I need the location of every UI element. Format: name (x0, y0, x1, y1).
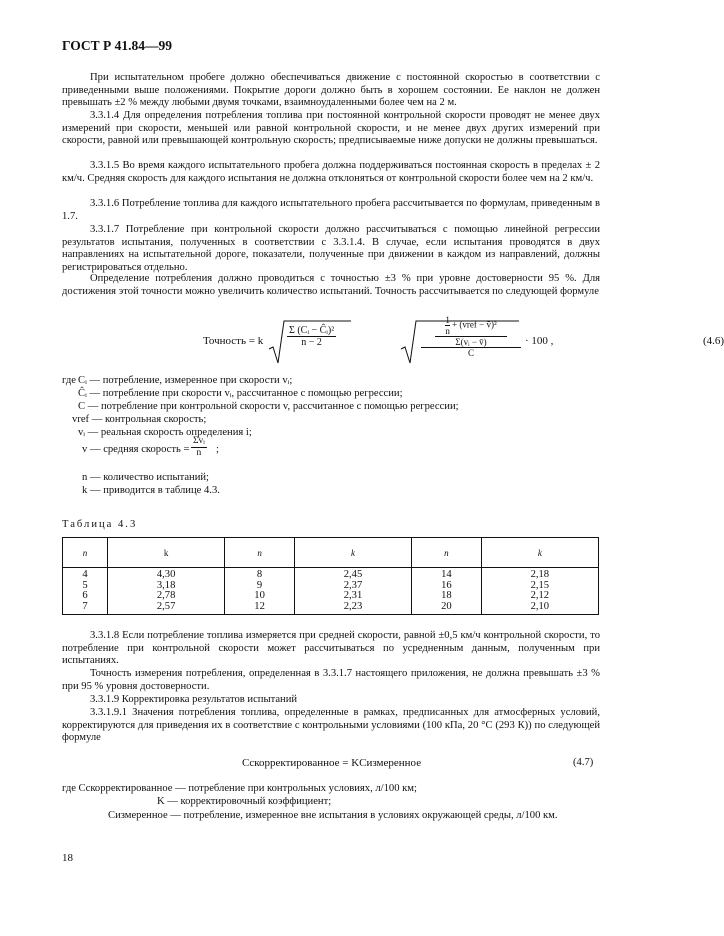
paragraph-road-conditions: При испытательном пробеге должно обеспечиваться движение с постоянной скоростью в соответствии с приведенными выше положениями. Покрытие дороги должно быть в хорошем состоянии. Ее наклон не должен превышать ±2 % между любыми двумя точками, взаимноудаленными более чем на 2 м. (62, 72, 600, 109)
formula-4-7: Cскорректированное = KCизмеренное (242, 757, 422, 769)
table-row (63, 591, 599, 602)
table-cell: 2,57 (108, 602, 225, 615)
col-header: k (108, 538, 225, 568)
table-cell: 7 (63, 602, 108, 615)
col-header: k (481, 538, 598, 568)
table-cell: 5 (63, 581, 108, 592)
formula-lhs: Точность = k (203, 335, 264, 347)
paragraph-3-3-1-9: 3.3.1.9 Корректировка результатов испытаний (90, 694, 298, 705)
table-row (63, 568, 599, 581)
table-cell: 9 (225, 581, 295, 592)
where-line: n — количество испытаний; (82, 472, 209, 483)
table-cell: 4 (63, 568, 108, 581)
paragraph-3-3-1-9-1: 3.3.1.9.1 Значения потребления топлива, определенные в рамках, предписанных для атмосферных условий, корректируются для приведения их в соответствие с контрольными условиями (100 кПа, 20 °С (293 К)) по следующей формуле (62, 707, 600, 744)
col-header: k (294, 538, 411, 568)
fraction-mean-speed: Σvᵢ n (193, 436, 205, 458)
table-cell: 18 (412, 591, 482, 602)
table-cell: 20 (412, 602, 482, 615)
table-header-row (63, 538, 599, 568)
table-row (63, 602, 599, 615)
table-cell: 2,15 (481, 581, 598, 592)
col-header: n (225, 538, 295, 568)
table-cell: 2,31 (294, 591, 411, 602)
fraction-nested: $\frac{1}{n}$ + (vref − v̄)² Σ(vᵢ − v̄) C (421, 315, 521, 358)
where-line: C — потребление при контрольной скорости v, рассчитанное с помощью регрессии; (78, 401, 459, 412)
formula-number-4-7: (4.7) (573, 757, 594, 768)
table-cell: 2,23 (294, 602, 411, 615)
formula-number-4-6: (4.6) (703, 335, 724, 347)
where-line: Cᵢ — потребление, измеренное при скорости vᵢ; (78, 375, 293, 386)
paragraph-3-3-1-7: 3.3.1.7 Потребление при контрольной скорости должно рассчитываться с помощью линейной регрессии результатов испытания, полученных в соответствии с 3.3.1.4. В случае, если испытания проводятся в двух направлениях на испытательной дороге, показатели, полученные при движении в каждом из направлений, должны регистрироваться отдельно. (62, 224, 600, 273)
table-caption: Таблица 4.3 (62, 519, 138, 530)
table-row (63, 581, 599, 592)
fraction-sum-residuals: $\frac{\text{Σ (Cᵢ − Ĉᵢ)²}}{n - 2}$ (289, 325, 335, 348)
where47-line: K — корректировочный коэффициент; (157, 796, 332, 807)
fraction-mean-speed-tail: ; (216, 444, 219, 455)
where-intro: где (62, 375, 76, 386)
table-cell: 2,10 (481, 602, 598, 615)
table-cell: 16 (412, 581, 482, 592)
page-number: 18 (62, 852, 73, 864)
where-line: vᵢ — реальная скорость определения i; (78, 427, 252, 438)
table-cell: 2,45 (294, 568, 411, 581)
table-4-3 (62, 537, 599, 615)
paragraph-3-3-1-8: 3.3.1.8 Если потребление топлива измеряется при средней скорости, равной ±0,5 км/ч контрольной скорости, то потребление при контрольной скорости может рассчитываться по усредненным данным, полученным при испытаниях. (62, 630, 600, 667)
where47-line: где Cскорректированное — потребление при контрольных условиях, л/100 км; (62, 783, 417, 794)
table-cell: 14 (412, 568, 482, 581)
where-line: k — приводится в таблице 4.3. (82, 485, 220, 496)
paragraph-3-3-1-6: 3.3.1.6 Потребление топлива для каждого испытательного пробега рассчитывается по формулам, приведенным в 1.7. (62, 198, 600, 222)
table-cell: 3,18 (108, 581, 225, 592)
where47-line: Cизмеренное — потребление, измеренное вне испытания в условиях окружающей среды, л/100 км. (108, 810, 558, 821)
table-cell: 2,12 (481, 591, 598, 602)
where-line-mean-speed: v — средняя скорость = (82, 444, 190, 455)
table-cell: 4,30 (108, 568, 225, 581)
document-header: ГОСТ Р 41.84—99 (62, 38, 173, 53)
table-cell: 6 (63, 591, 108, 602)
col-header: n (63, 538, 108, 568)
table-cell: 2,78 (108, 591, 225, 602)
formula-tail: · 100 , (525, 335, 554, 347)
table-cell: 2,37 (294, 581, 411, 592)
formula-4-6 (203, 315, 724, 367)
paragraph-accuracy-limit: Точность измерения потребления, определенная в 3.3.1.7 настоящего приложения, не должна превышать ±3 % при 95 % уровня достоверности. (62, 668, 600, 692)
paragraph-3-3-1-5: 3.3.1.5 Во время каждого испытательного пробега должна поддерживаться постоянная скорость в пределах ± 2 км/ч. Средняя скорость для каждого испытания не должна отклоняться от контрольной скорости более чем на 2 км/ч. (62, 160, 600, 184)
paragraph-accuracy: Определение потребления должно проводиться с точностью ±3 % при уровне достоверности 95 %. Для достижения этой точности можно увеличить количество испытаний. Точность рассчитывается по следующей формуле (62, 273, 600, 297)
table-cell: 8 (225, 568, 295, 581)
table-cell: 10 (225, 591, 295, 602)
paragraph-3-3-1-4: 3.3.1.4 Для определения потребления топлива при постоянной контрольной скорости проводят не менее двух измерений при скорости, меньшей или равной контрольной скорости, и не менее двух других измерений при скорости, равной или превышающей контрольную скорость; предписываемые ниже допуски не должны превышаться. (62, 110, 600, 147)
table-cell: 2,18 (481, 568, 598, 581)
table-cell: 12 (225, 602, 295, 615)
where-line: vref — контрольная скорость; (72, 414, 207, 425)
where-line: Ĉᵢ — потребление при скорости vᵢ, рассчитанное с помощью регрессии; (78, 388, 403, 399)
col-header: n (412, 538, 482, 568)
